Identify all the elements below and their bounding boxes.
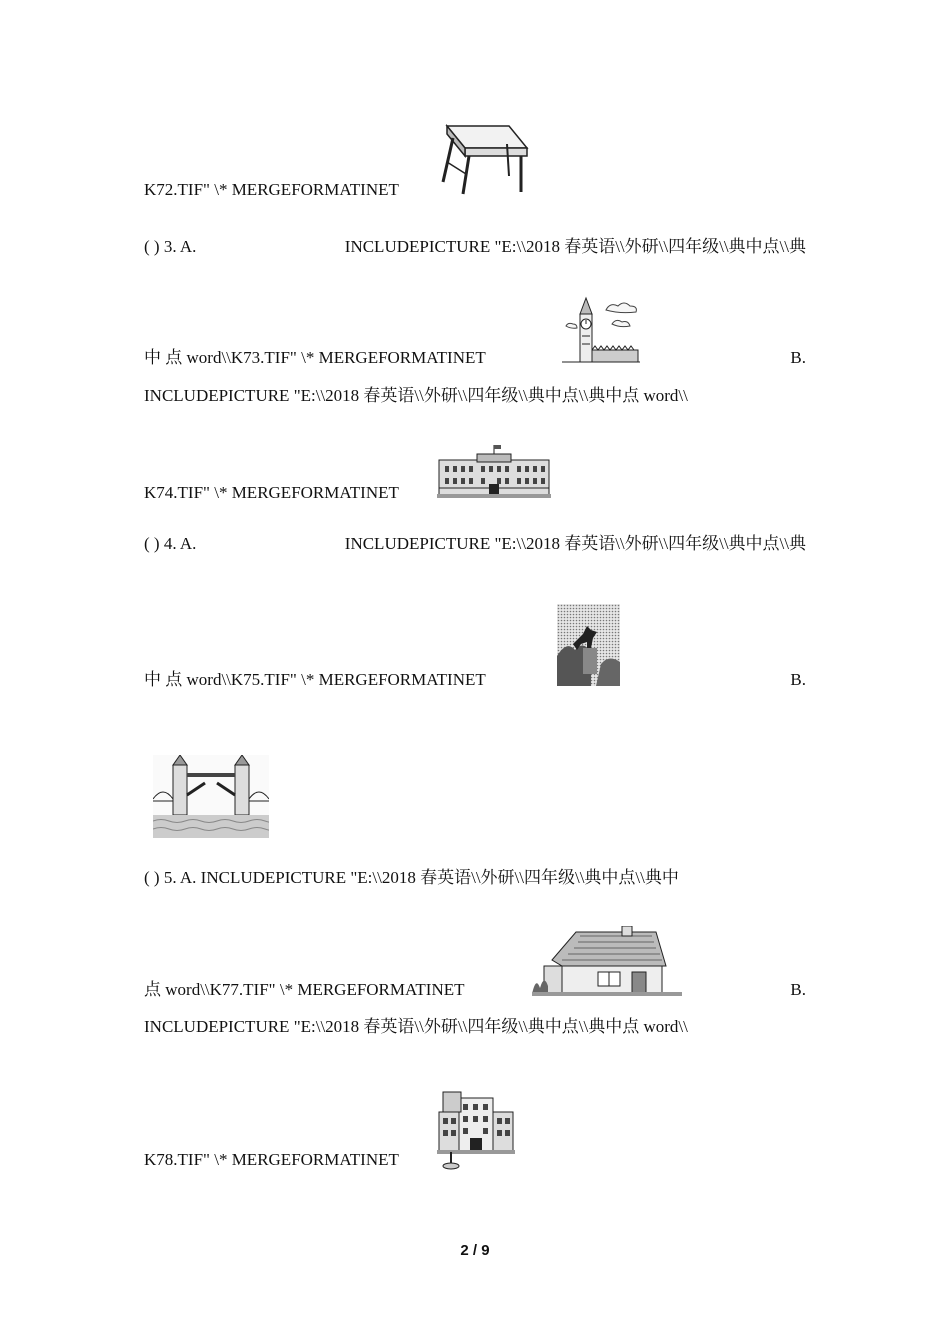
option-b-label: B. bbox=[790, 348, 806, 367]
page-number: 2 / 9 bbox=[460, 1242, 490, 1259]
bench-picture bbox=[437, 122, 531, 198]
question-3-line-4: K74.TIF" \* MERGEFORMATINET bbox=[144, 483, 399, 502]
option-b-label: B. bbox=[790, 670, 806, 689]
q3-line3-text: INCLUDEPICTURE "E:\\2018 春英语\\外研\\四年级\\典中点\\典中点 word\\ bbox=[144, 386, 688, 405]
hotel-building-picture bbox=[437, 1090, 515, 1170]
question-5-line-3 bbox=[144, 1017, 806, 1037]
text-line: K72.TIF" \* MERGEFORMATINET bbox=[144, 180, 399, 199]
option-b-label: B. bbox=[790, 980, 806, 999]
question-4-line-2 bbox=[144, 670, 806, 690]
question-3-line bbox=[144, 237, 806, 257]
question-3-line-3 bbox=[144, 386, 806, 406]
house-picture bbox=[532, 926, 682, 996]
q5-line2-text: 点 word\\K77.TIF" \* MERGEFORMATINET bbox=[144, 980, 465, 999]
palace-picture bbox=[437, 444, 551, 500]
question-3-text: INCLUDEPICTURE "E:\\2018 春英语\\外研\\四年级\\典中点\\典 bbox=[344, 237, 806, 256]
question-4-number: ( ) 4. A. bbox=[144, 534, 197, 553]
q5-line3-text: INCLUDEPICTURE "E:\\2018 春英语\\外研\\四年级\\典中点\\典中点 word\\ bbox=[144, 1017, 688, 1036]
question-3-number: ( ) 3. A. bbox=[144, 237, 197, 256]
question-5-line-2 bbox=[144, 980, 806, 1000]
question-5-line-4: K78.TIF" \* MERGEFORMATINET bbox=[144, 1150, 399, 1169]
q4-line2-text: 中 点 word\\K75.TIF" \* MERGEFORMATINET bbox=[144, 670, 486, 689]
big-ben-picture bbox=[562, 296, 640, 366]
question-4-text: INCLUDEPICTURE "E:\\2018 春英语\\外研\\四年级\\典中点\\典 bbox=[344, 534, 806, 553]
question-4-line bbox=[144, 534, 806, 554]
question-5-line bbox=[144, 868, 806, 888]
question-5-text: ( ) 5. A. INCLUDEPICTURE "E:\\2018 春英语\\外研\\四年级\\典中点\\典中 bbox=[144, 868, 679, 887]
statue-picture bbox=[557, 604, 620, 686]
q3-line2-text: 中 点 word\\K73.TIF" \* MERGEFORMATINET bbox=[144, 348, 486, 367]
tower-bridge-picture bbox=[153, 755, 269, 838]
question-3-line-2 bbox=[144, 348, 806, 368]
